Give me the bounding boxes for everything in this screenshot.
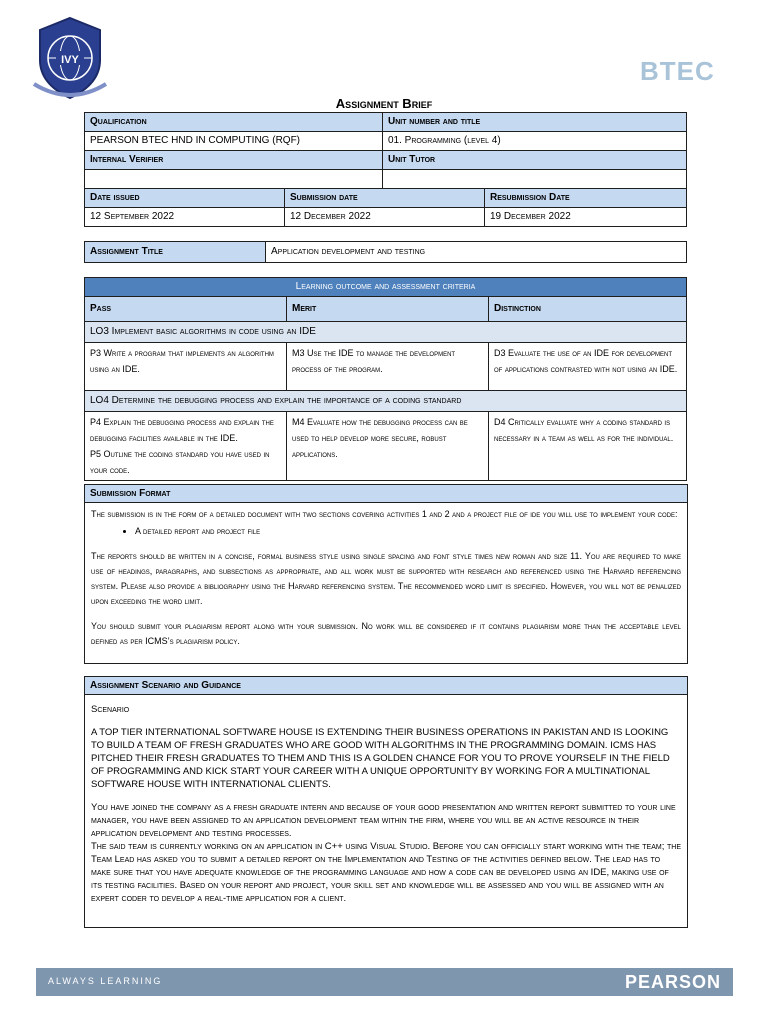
- p5-text: P5 Outline the coding standard you have used in your code.: [90, 449, 270, 475]
- scenario-paragraph-2: You have joined the company as a fresh graduate intern and because of your good presentation and written report submitted to your line manager, you have been assigned to an application development team within the firm, where you will be an active resource in their application development and testing processes.: [91, 802, 676, 839]
- date-issued-label: Date issued: [85, 189, 285, 208]
- merit-header: Merit: [287, 297, 489, 322]
- p3-cell: P3 Write a program that implements an algorithm using an IDE.: [85, 343, 287, 391]
- scenario-box: [84, 676, 688, 928]
- verifier-label: Internal Verifier: [85, 151, 383, 170]
- submission-format-box: [84, 484, 688, 664]
- unit-value: 01. Programming (level 4): [383, 132, 687, 151]
- d3-cell: D3 Evaluate the use of an IDE for development of applications contrasted with not using an IDE.: [489, 343, 687, 391]
- scenario-body: [85, 695, 687, 919]
- qualification-label: Qualification: [85, 113, 383, 132]
- submission-date-label: Submission date: [285, 189, 485, 208]
- m3-cell: M3 Use the IDE to manage the development process of the program.: [287, 343, 489, 391]
- footer-bar: [36, 968, 733, 996]
- scenario-label: Scenario: [91, 704, 130, 715]
- svg-text:IVY: IVY: [61, 54, 79, 66]
- tutor-value: [383, 170, 687, 189]
- verifier-value: [85, 170, 383, 189]
- assignment-title-value: Application development and testing: [266, 242, 687, 263]
- submission-format-header: Submission Format: [85, 485, 687, 503]
- lo4-row: LO4 Determine the debugging process and explain the importance of a coding standard: [85, 391, 687, 412]
- criteria-header: Learning outcome and assessment criteria: [85, 278, 687, 297]
- pearson-logo: PEARSON: [624, 972, 721, 992]
- page-title: Assignment Brief: [335, 96, 433, 111]
- btec-logo: BTEC: [640, 56, 715, 86]
- submission-paragraph-3: You should submit your plagiarism report along with your submission. No work will be considered if it contains plagiarism more than the acceptable level defined as per ICMS’s plagiarism policy.: [91, 621, 681, 646]
- submission-bullet: • A detailed report and project file: [135, 524, 681, 539]
- submission-format-body: [85, 503, 687, 663]
- m4-cell: M4 Evaluate how the debugging process can be used to help develop more secure, robust applications.: [287, 412, 489, 481]
- distinction-header: Distinction: [489, 297, 687, 322]
- resubmission-label: Resubmission Date: [485, 189, 687, 208]
- p4-text: P4 Explain the debugging process and explain the debugging facilities available in the IDE.: [90, 417, 274, 443]
- criteria-table: [84, 277, 687, 481]
- resubmission-value: 19 December 2022: [485, 208, 687, 227]
- date-issued-value: 12 September 2022: [85, 208, 285, 227]
- submission-paragraph-1: The submission is in the form of a detailed document with two sections covering activities 1 and 2 and a project file of ide you will use to implement your code:: [91, 509, 678, 519]
- tutor-label: Unit Tutor: [383, 151, 687, 170]
- submission-date-value: 12 December 2022: [285, 208, 485, 227]
- p4-p5-cell: [85, 412, 287, 481]
- assignment-title-label: Assignment Title: [85, 242, 266, 263]
- d4-cell: D4 Critically evaluate why a coding standard is necessary in a team as well as for the individual.: [489, 412, 687, 481]
- submission-list: [91, 524, 681, 539]
- lo3-row: LO3 Implement basic algorithms in code using an IDE: [85, 322, 687, 343]
- scenario-paragraph-3: The said team is currently working on an application in C++ using Visual Studio. Before you can officially start working with the team; the Team Lead has asked you to submit a detailed report on the Implementation and Testing of the activities defined below. The lead has to make sure that you have adequate knowledge of the programming language and how a code can be developed using an IDE, making use of its testing facilities. Based on your report and project, your skill set and knowledge will be assessed and you will be assigned with an expert coder to develop a real-time application for a client.: [91, 841, 681, 904]
- assignment-title-table: [84, 241, 687, 263]
- scenario-header: Assignment Scenario and Guidance: [85, 677, 687, 695]
- scenario-paragraph-1: A TOP TIER INTERNATIONAL SOFTWARE HOUSE IS EXTENDING THEIR BUSINESS OPERATIONS IN PAKISTAN AND IS LOOKING TO BUILD A TEAM OF FRESH GRADUATES WHO ARE GOOD WITH ALGORITHMS IN THE PROGRAMMING DOMAIN. ICMS HAS PITCHED THEIR FRESH GRADUATES TO THEM AND THIS IS A GOLDEN CHANCE FOR YOU TO PROVE YOURSELF IN THE FIELD OF PROGRAMMING AND KICK START YOUR CAREER WITH A UNIQUE OPPORTUNITY BY WORKING FOR A MULTINATIONAL SOFTWARE HOUSE WITH INTERNATIONAL CLIENTS.: [91, 727, 670, 790]
- qualification-value: PEARSON BTEC HND IN COMPUTING (RQF): [85, 132, 383, 151]
- submission-paragraph-2: The reports should be written in a concise, formal business style using single spacing and font style times new roman and size 11. You are required to make use of headings, paragraphs, and subsections as appropriate, and all work must be supported with research and referenced using the Harvard referencing system. Please also provide a bibliography using the Harvard referencing system. The recommended word limit is specified. However, you will not be penalized upon exceeding the word limit.: [91, 551, 681, 606]
- unit-label: Unit number and title: [383, 113, 687, 132]
- pass-header: Pass: [85, 297, 287, 322]
- footer-tagline: ALWAYS LEARNING: [48, 976, 163, 986]
- ivy-logo: [30, 14, 110, 104]
- info-table: [84, 112, 687, 227]
